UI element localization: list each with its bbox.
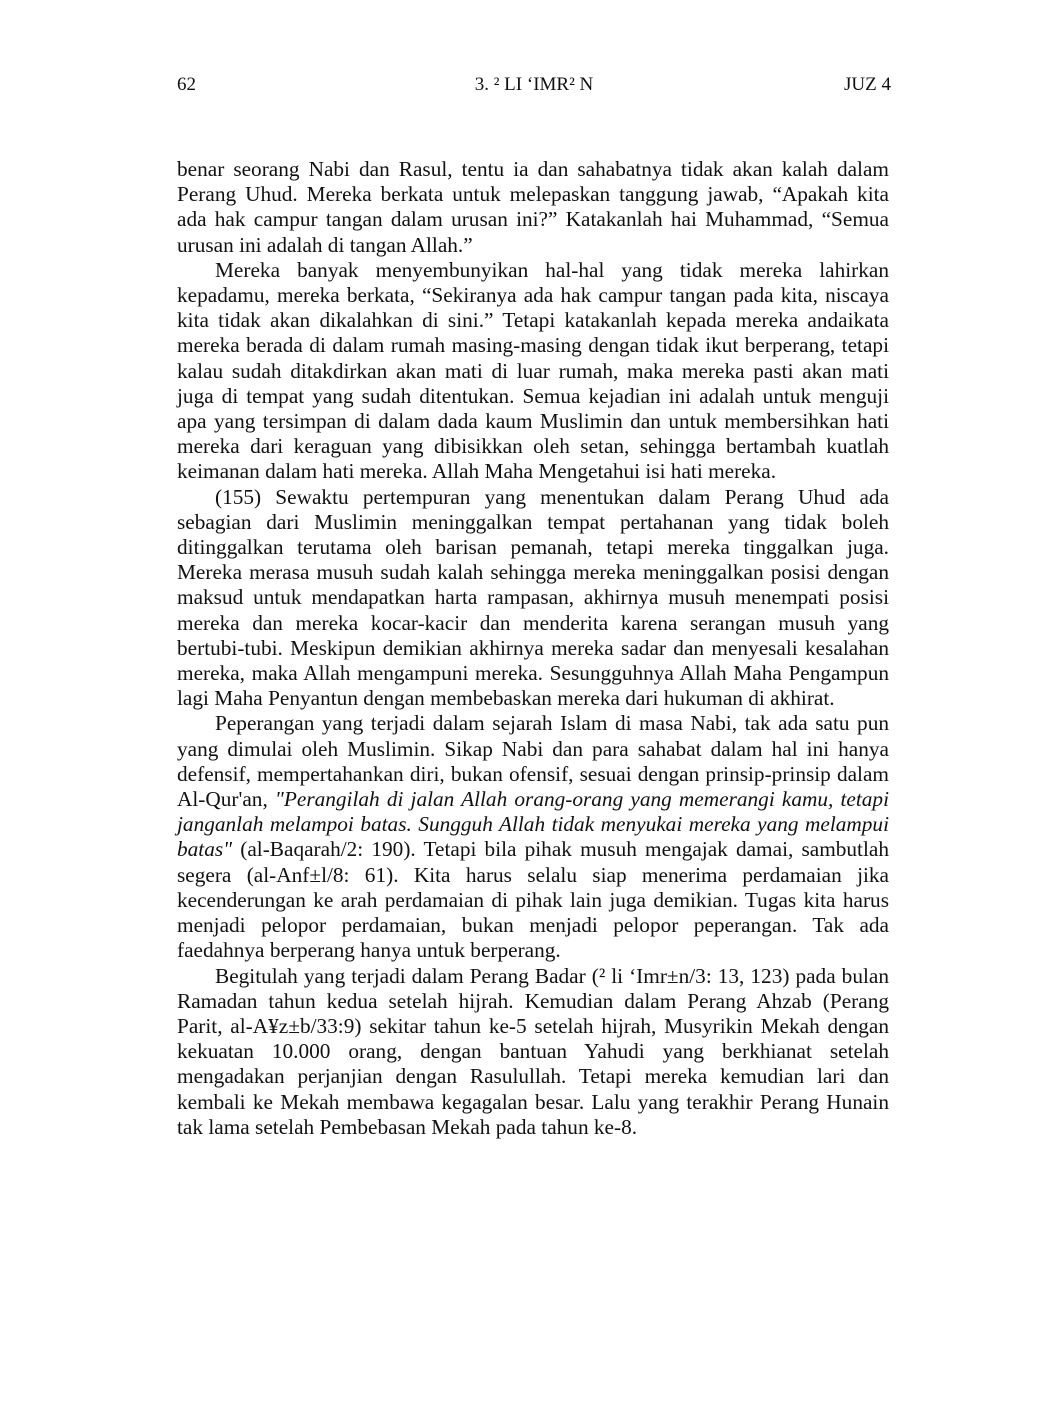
paragraph-4 — [177, 711, 889, 963]
paragraph-5: Begitulah yang terjadi dalam Perang Badar (² li ‘Imr±n/3: 13, 123) pada bulan Ramadan tahun kedua setelah hijrah. Kemudian dalam Perang Ahzab (Perang Parit, al-A¥z±b/33:9) sekitar tahun ke-5 setelah hijrah, Musyrikin Mekah dengan kekuatan 10.000 orang, dengan bantuan Yahudi yang berkhianat setelah mengadakan perjanjian dengan Rasulullah. Tetapi mereka kemudian lari dan kembali ke Mekah membawa kegagalan besar. Lalu yang terakhir Perang Hunain tak lama setelah Pembebasan Mekah pada tahun ke-8. — [177, 963, 889, 1139]
body-text — [177, 157, 889, 1140]
paragraph-3: (155) Sewaktu pertempuran yang menentukan dalam Perang Uhud ada sebagian dari Muslimin meninggalkan tempat pertahanan yang tidak boleh ditinggalkan terutama oleh barisan pemanah, tetapi mereka tinggalkan juga. Mereka merasa musuh sudah kalah sehingga mereka meninggalkan posisi dengan maksud untuk mendapatkan harta rampasan, akhirnya musuh menempati posisi mereka dan mereka kocar-kacir dan menderita karena serangan musuh yang bertubi-tubi. Meskipun demikian akhirnya mereka sadar dan menyesali kesalahan mereka, maka Allah mengampuni mereka. Sesungguhnya Allah Maha Pengampun lagi Maha Penyantun dengan membebaskan mereka dari hukuman di akhirat. — [177, 484, 889, 711]
chapter-title: 3. ² LI ‘IMR² N — [474, 74, 594, 95]
juz-label: JUZ 4 — [844, 74, 891, 95]
paragraph-2: Mereka banyak menyembunyikan hal-hal yang tidak mereka lahirkan kepadamu, mereka berkata, “Sekiranya ada hak campur tangan pada kita, niscaya kita tidak akan dikalahkan di sini.” Tetapi katakanlah kepada mereka andaikata mereka berada di dalam rumah masing-masing dengan tidak ikut berperang, tetapi kalau sudah ditakdirkan akan mati di luar rumah, maka mereka pasti akan mati juga di tempat yang sudah ditentukan. Semua kejadian ini adalah untuk menguji apa yang tersimpan di dalam dada kaum Muslimin dan untuk membersihkan hati mereka dari keraguan yang dibisikkan oleh setan, sehingga bertambah kuatlah keimanan dalam hati mereka. Allah Maha Mengetahui isi hati mereka. — [177, 257, 889, 484]
quran-quote: "Perangilah di jalan Allah orang-orang yang memerangi kamu, tetapi janganlah melampoi batas. Sungguh Allah tidak menyukai mereka yang melampui batas" — [177, 787, 889, 862]
paragraph-1: benar seorang Nabi dan Rasul, tentu ia dan sahabatnya tidak akan kalah dalam Perang Uhud. Mereka berkata untuk melepaskan tanggung jawab, “Apakah kita ada hak campur tangan dalam urusan ini?” Katakanlah hai Muhammad, “Semua urusan ini adalah di tangan Allah.” — [177, 157, 889, 257]
page-number: 62 — [177, 74, 196, 95]
paragraph-4-text-after: (al-Baqarah/2: 190). Tetapi bila pihak musuh mengajak damai, sambutlah segera (al-Anf±l/8: 61). Kita harus selalu siap menerima perdamaian jika kecenderungan ke arah perdamaian di pihak lain juga demikian. Tugas kita harus menjadi pelopor perdamaian, bukan menjadi pelopor peperangan. Tak ada faedahnya berperang hanya untuk berperang. — [177, 837, 889, 963]
page-header — [177, 72, 891, 98]
paragraph-4-text-before: Peperangan yang terjadi dalam sejarah Islam di masa Nabi, tak ada satu pun yang dimulai oleh Muslimin. Sikap Nabi dan para sahabat dalam hal ini hanya defensif, mempertahankan diri, bukan ofensif, sesuai dengan prinsip-prinsip dalam Al-Qur'an, — [177, 711, 889, 812]
